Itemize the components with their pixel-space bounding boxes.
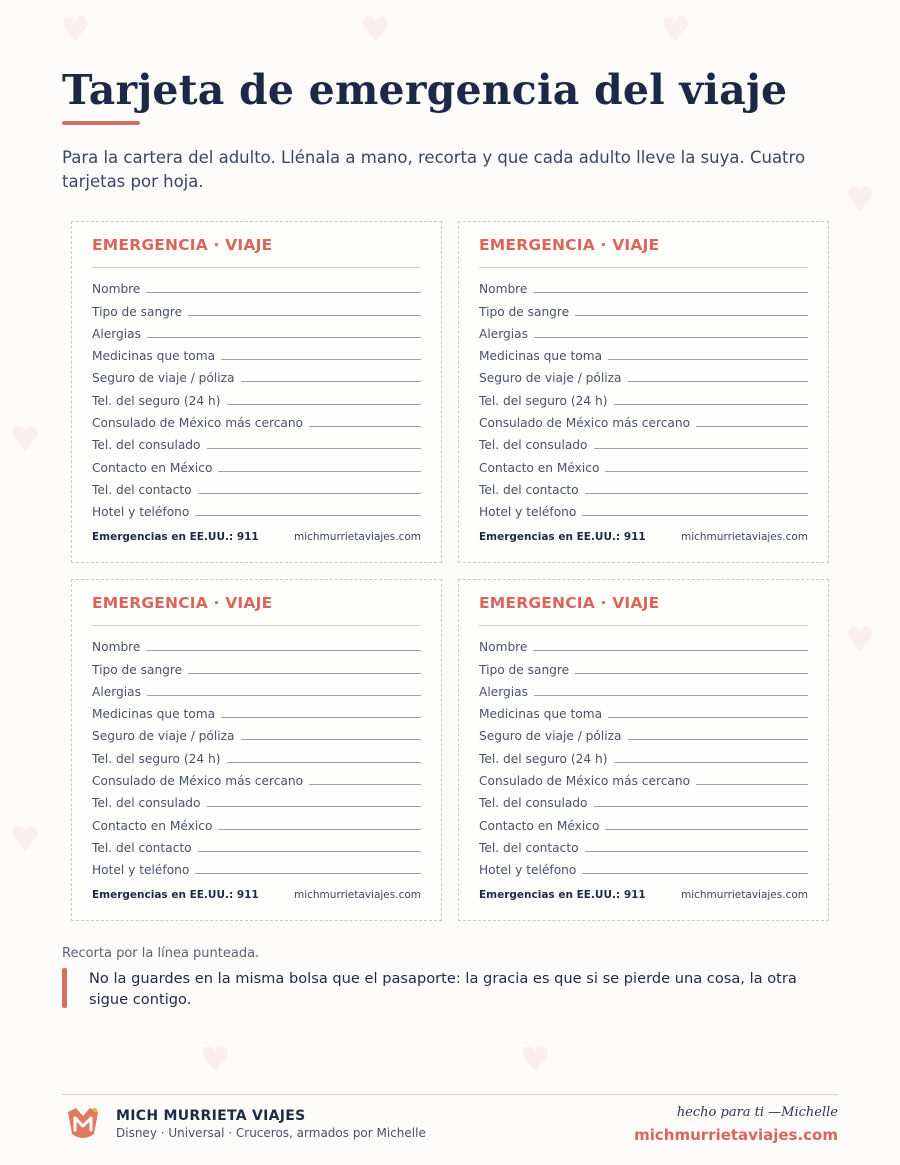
card-website: michmurrietaviajes.com bbox=[293, 531, 421, 544]
card-field-label: Hotel y teléfono bbox=[92, 505, 190, 520]
brand-tagline: Disney · Universal · Cruceros, armados por Michelle bbox=[116, 1126, 426, 1140]
emergency-card bbox=[458, 579, 829, 921]
card-field-row bbox=[92, 654, 421, 676]
watermark-heart-icon: ♥ bbox=[520, 1040, 551, 1080]
card-field-label: Consulado de México más cercano bbox=[479, 416, 691, 431]
card-field-label: Consulado de México más cercano bbox=[479, 774, 691, 789]
card-field-writing-line[interactable] bbox=[575, 673, 808, 674]
card-field-writing-line[interactable] bbox=[218, 829, 421, 830]
card-field-writing-line[interactable] bbox=[309, 784, 421, 785]
card-field-writing-line[interactable] bbox=[575, 315, 808, 316]
cut-instruction: Recorta por la línea punteada. bbox=[62, 946, 260, 961]
card-field-row bbox=[92, 788, 421, 810]
card-field-writing-line[interactable] bbox=[241, 739, 421, 740]
card-field-row bbox=[92, 632, 421, 654]
card-field-row bbox=[92, 408, 421, 430]
card-field-label: Alergias bbox=[479, 684, 528, 699]
card-website: michmurrietaviajes.com bbox=[293, 889, 421, 902]
card-field-writing-line[interactable] bbox=[207, 806, 421, 807]
card-field-row bbox=[92, 452, 421, 474]
card-field-writing-line[interactable] bbox=[227, 404, 422, 405]
card-field-writing-line[interactable] bbox=[198, 493, 421, 494]
card-field-label: Consulado de México más cercano bbox=[92, 774, 304, 789]
card-website: michmurrietaviajes.com bbox=[680, 889, 808, 902]
card-field-writing-line[interactable] bbox=[221, 717, 421, 718]
card-field-row bbox=[479, 855, 808, 877]
card-field-row bbox=[92, 855, 421, 877]
card-footer bbox=[479, 889, 808, 901]
card-field-writing-line[interactable] bbox=[582, 873, 808, 874]
card-field-writing-line[interactable] bbox=[147, 337, 421, 338]
card-field-writing-line[interactable] bbox=[582, 515, 808, 516]
card-field-writing-line[interactable] bbox=[594, 806, 808, 807]
card-field-row bbox=[92, 766, 421, 788]
card-field-label: Tel. del contacto bbox=[479, 482, 579, 497]
card-field-label: Medicinas que toma bbox=[479, 349, 603, 364]
card-field-row bbox=[479, 677, 808, 699]
card-field-label: Consulado de México más cercano bbox=[92, 416, 304, 431]
card-field-row bbox=[479, 408, 808, 430]
card-field-label: Nombre bbox=[479, 640, 528, 655]
card-field-writing-line[interactable] bbox=[227, 762, 422, 763]
card-field-writing-line[interactable] bbox=[195, 515, 421, 516]
card-field-writing-line[interactable] bbox=[218, 471, 421, 472]
watermark-heart-icon: ♥ bbox=[10, 820, 41, 860]
card-footer bbox=[479, 531, 808, 543]
card-field-label: Tel. del seguro (24 h) bbox=[92, 751, 221, 766]
card-field-label: Hotel y teléfono bbox=[479, 863, 577, 878]
watermark-heart-icon: ♥ bbox=[845, 620, 876, 660]
card-field-row bbox=[92, 430, 421, 452]
card-heading: EMERGENCIA · VIAJE bbox=[479, 594, 808, 626]
card-field-label: Tipo de sangre bbox=[479, 304, 570, 319]
card-field-writing-line[interactable] bbox=[533, 292, 808, 293]
card-field-row bbox=[479, 274, 808, 296]
card-field-writing-line[interactable] bbox=[594, 448, 808, 449]
card-field-row bbox=[479, 452, 808, 474]
card-field-label: Medicinas que toma bbox=[92, 349, 216, 364]
card-field-row bbox=[92, 497, 421, 519]
emergency-card bbox=[71, 221, 442, 563]
card-field-label: Contacto en México bbox=[479, 460, 600, 475]
card-website: michmurrietaviajes.com bbox=[680, 531, 808, 544]
card-field-row bbox=[92, 296, 421, 318]
card-field-writing-line[interactable] bbox=[628, 739, 808, 740]
card-field-row bbox=[92, 385, 421, 407]
card-field-label: Alergias bbox=[92, 326, 141, 341]
card-field-label: Seguro de viaje / póliza bbox=[92, 371, 235, 386]
card-field-label: Contacto en México bbox=[92, 818, 213, 833]
card-field-label: Tel. del consulado bbox=[92, 796, 201, 811]
card-emergency-number: Emergencias en EE.UU.: 911 bbox=[479, 889, 646, 902]
card-field-writing-line[interactable] bbox=[146, 292, 421, 293]
card-footer bbox=[92, 889, 421, 901]
footer-website: michmurrietaviajes.com bbox=[634, 1126, 838, 1144]
card-field-label: Medicinas que toma bbox=[479, 707, 603, 722]
card-fields bbox=[479, 632, 808, 877]
watermark-heart-icon: ♥ bbox=[845, 180, 876, 220]
emergency-card bbox=[71, 579, 442, 921]
card-field-writing-line[interactable] bbox=[696, 784, 808, 785]
card-field-label: Tel. del consulado bbox=[479, 796, 588, 811]
card-field-label: Tipo de sangre bbox=[92, 662, 183, 677]
card-field-label: Contacto en México bbox=[479, 818, 600, 833]
card-field-label: Tel. del consulado bbox=[479, 438, 588, 453]
card-field-label: Nombre bbox=[92, 640, 141, 655]
card-field-row bbox=[92, 341, 421, 363]
watermark-heart-icon: ♥ bbox=[60, 10, 91, 50]
card-field-row bbox=[479, 385, 808, 407]
card-field-label: Seguro de viaje / póliza bbox=[479, 371, 622, 386]
card-field-row bbox=[479, 430, 808, 452]
watermark-heart-icon: ♥ bbox=[360, 10, 391, 50]
card-field-row bbox=[479, 363, 808, 385]
card-field-label: Hotel y teléfono bbox=[92, 863, 190, 878]
card-field-label: Hotel y teléfono bbox=[479, 505, 577, 520]
card-field-writing-line[interactable] bbox=[195, 873, 421, 874]
card-field-label: Medicinas que toma bbox=[92, 707, 216, 722]
card-field-row bbox=[479, 810, 808, 832]
card-field-row bbox=[479, 654, 808, 676]
card-field-writing-line[interactable] bbox=[146, 650, 421, 651]
card-field-row bbox=[92, 699, 421, 721]
card-field-writing-line[interactable] bbox=[309, 426, 421, 427]
tip-callout: No la guardes en la misma bolsa que el pasaporte: la gracia es que si se pierde una cosa, la otra sigue contigo. bbox=[89, 970, 797, 1008]
card-field-row bbox=[92, 363, 421, 385]
page-title: Tarjeta de emergencia del viaje bbox=[62, 66, 788, 114]
card-field-label: Tel. del contacto bbox=[92, 840, 192, 855]
card-field-writing-line[interactable] bbox=[241, 381, 421, 382]
card-field-row bbox=[479, 632, 808, 654]
card-field-writing-line[interactable] bbox=[628, 381, 808, 382]
card-field-row bbox=[479, 743, 808, 765]
card-field-writing-line[interactable] bbox=[605, 829, 808, 830]
card-field-writing-line[interactable] bbox=[534, 695, 808, 696]
card-field-label: Nombre bbox=[479, 282, 528, 297]
card-field-writing-line[interactable] bbox=[188, 315, 421, 316]
card-field-row bbox=[479, 341, 808, 363]
card-emergency-number: Emergencias en EE.UU.: 911 bbox=[92, 531, 259, 544]
card-fields bbox=[92, 632, 421, 877]
card-field-writing-line[interactable] bbox=[696, 426, 808, 427]
card-field-writing-line[interactable] bbox=[585, 851, 808, 852]
card-field-writing-line[interactable] bbox=[585, 493, 808, 494]
brand-name: MICH MURRIETA VIAJES bbox=[116, 1108, 306, 1124]
card-field-writing-line[interactable] bbox=[221, 359, 421, 360]
card-field-label: Tel. del contacto bbox=[92, 482, 192, 497]
card-field-writing-line[interactable] bbox=[605, 471, 808, 472]
card-emergency-number: Emergencias en EE.UU.: 911 bbox=[479, 531, 646, 544]
card-field-label: Tel. del contacto bbox=[479, 840, 579, 855]
card-field-label: Tel. del seguro (24 h) bbox=[92, 393, 221, 408]
card-field-writing-line[interactable] bbox=[188, 673, 421, 674]
card-field-row bbox=[479, 497, 808, 519]
card-field-row bbox=[479, 319, 808, 341]
footer-divider bbox=[62, 1094, 838, 1095]
card-field-row bbox=[479, 721, 808, 743]
card-heading: EMERGENCIA · VIAJE bbox=[92, 594, 421, 626]
card-field-label: Seguro de viaje / póliza bbox=[479, 729, 622, 744]
card-field-row bbox=[92, 677, 421, 699]
card-field-writing-line[interactable] bbox=[534, 337, 808, 338]
card-field-label: Tel. del seguro (24 h) bbox=[479, 393, 608, 408]
card-field-row bbox=[479, 833, 808, 855]
card-field-writing-line[interactable] bbox=[198, 851, 421, 852]
card-heading: EMERGENCIA · VIAJE bbox=[479, 236, 808, 268]
card-field-row bbox=[479, 699, 808, 721]
card-field-writing-line[interactable] bbox=[533, 650, 808, 651]
card-field-row bbox=[479, 766, 808, 788]
card-field-label: Nombre bbox=[92, 282, 141, 297]
card-field-writing-line[interactable] bbox=[207, 448, 421, 449]
card-field-label: Alergias bbox=[92, 684, 141, 699]
card-heading: EMERGENCIA · VIAJE bbox=[92, 236, 421, 268]
card-field-label: Alergias bbox=[479, 326, 528, 341]
card-field-label: Contacto en México bbox=[92, 460, 213, 475]
watermark-heart-icon: ♥ bbox=[200, 1040, 231, 1080]
card-field-writing-line[interactable] bbox=[608, 359, 808, 360]
card-field-row bbox=[92, 721, 421, 743]
card-field-label: Tipo de sangre bbox=[92, 304, 183, 319]
page-intro: Para la cartera del adulto. Llénala a mano, recorta y que cada adulto lleve la suya. Cuatro tarjetas por hoja. bbox=[62, 148, 806, 191]
card-emergency-number: Emergencias en EE.UU.: 911 bbox=[92, 889, 259, 902]
card-fields bbox=[479, 274, 808, 519]
card-field-row bbox=[92, 833, 421, 855]
card-field-row bbox=[92, 274, 421, 296]
signature: hecho para ti —Michelle bbox=[676, 1105, 838, 1120]
card-field-row bbox=[92, 475, 421, 497]
brand-logo-icon bbox=[64, 1104, 102, 1142]
emergency-card bbox=[458, 221, 829, 563]
card-field-label: Tel. del seguro (24 h) bbox=[479, 751, 608, 766]
card-field-writing-line[interactable] bbox=[608, 717, 808, 718]
card-field-row bbox=[479, 475, 808, 497]
card-footer bbox=[92, 531, 421, 543]
card-field-row bbox=[92, 743, 421, 765]
card-field-label: Tel. del consulado bbox=[92, 438, 201, 453]
card-field-writing-line[interactable] bbox=[614, 404, 809, 405]
card-field-row bbox=[479, 788, 808, 810]
watermark-heart-icon: ♥ bbox=[10, 420, 41, 460]
card-field-label: Tipo de sangre bbox=[479, 662, 570, 677]
title-underline bbox=[62, 121, 140, 125]
card-field-writing-line[interactable] bbox=[614, 762, 809, 763]
card-field-row bbox=[479, 296, 808, 318]
card-field-row bbox=[92, 810, 421, 832]
card-fields bbox=[92, 274, 421, 519]
card-field-writing-line[interactable] bbox=[147, 695, 421, 696]
card-field-row bbox=[92, 319, 421, 341]
watermark-heart-icon: ♥ bbox=[660, 10, 691, 50]
card-field-label: Seguro de viaje / póliza bbox=[92, 729, 235, 744]
